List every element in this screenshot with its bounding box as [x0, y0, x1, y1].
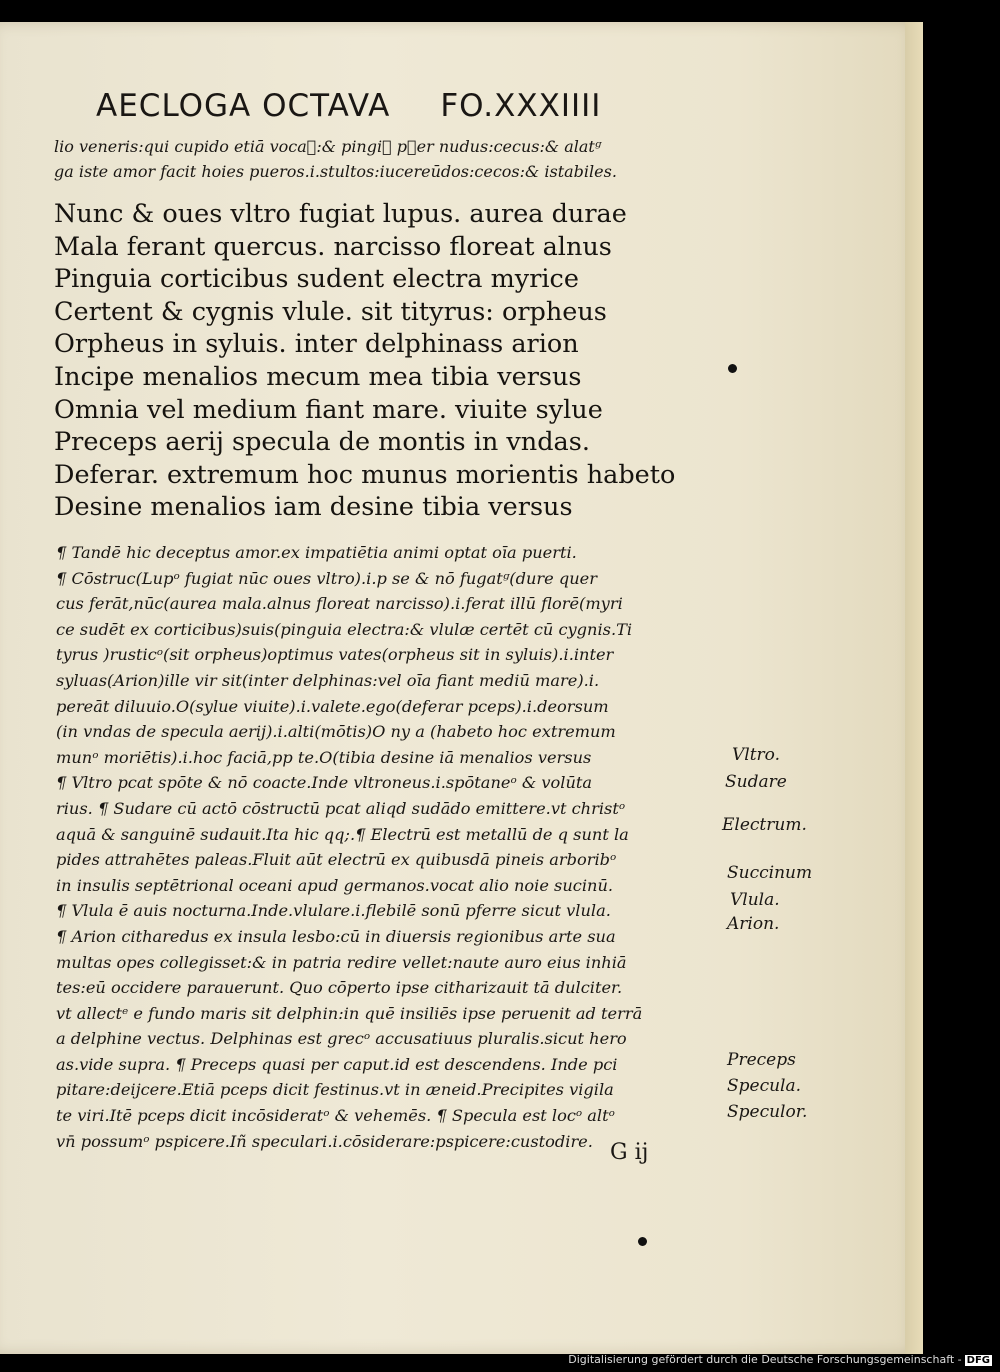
- verse-line: Preceps aerij specula de montis in vndas.: [54, 427, 590, 458]
- top-commentary: [54, 134, 734, 184]
- verse-line: Nunc & oues vltro fugiat lupus. aurea durae: [54, 199, 627, 229]
- verse-line: Certent & cygnis vlule. sit tityrus: orpheus: [54, 296, 607, 327]
- commentary-line: ¶ Vlula ē auis nocturna.Inde.vlulare.i.flebilē sonū pferre sicut vlula.: [56, 901, 611, 921]
- commentary-line: pides attrahētes paleas.Fluit aūt electrū ex quibusdā pineis arboribᵒ: [56, 850, 617, 870]
- verse-line: Orpheus in syluis. inter delphinass arion: [54, 329, 579, 360]
- commentary-line: syluas(Arion)ille vir sit(inter delphinas:vel oīa fiant mediū mare).i.: [56, 670, 600, 690]
- digitization-credit: [568, 1353, 992, 1366]
- marginal-note: Sudare: [725, 772, 787, 792]
- commentary-line: ¶ Vltro pcat spōte & nō coacte.Inde vltroneus.i.spōtaneᵒ & volūta: [56, 773, 593, 793]
- verse-line: Desine menalios iam desine tibia versus: [54, 492, 573, 523]
- verse-line: Incipe menalios mecum mea tibia versus: [54, 361, 582, 392]
- verse-line: Pinguia corticibus sudent electra myrice: [54, 264, 579, 295]
- commentary-line: in insulis septētrional oceani apud germanos.vocat alio noie sucinū.: [56, 875, 614, 895]
- commentary-line: ga iste amor facit hoies pueros.i.stultos:iucereūdos:cecos:& istabiles.: [54, 162, 617, 181]
- marginal-note: Succinum: [727, 863, 813, 883]
- header-title: AECLOGA OCTAVA: [96, 88, 391, 124]
- commentary-line: ¶ Tandē hic deceptus amor.ex impatiētia animi optat oīa puerti.: [56, 543, 577, 562]
- marginal-note: Electrum.: [722, 815, 807, 835]
- credit-text: Digitalisierung gefördert durch die Deutsche Forschungsgemeinschaft -: [568, 1353, 962, 1366]
- commentary-line: pereāt diluuio.O(sylue viuite).i.valete.ego(deferar pceps).i.deorsum: [56, 696, 609, 716]
- commentary-line: tes:eū occidere parauerunt. Quo cōperto ipse citharizauit tā dulciter.: [56, 978, 623, 998]
- commentary-line: tyrus )rusticᵒ(sit orpheus)optimus vates(orpheus sit in syluis).i.inter: [56, 645, 614, 665]
- marginal-note: Arion.: [727, 914, 780, 934]
- dfg-logo: DFG: [966, 1355, 990, 1366]
- commentary-line: lio veneris:qui cupido etiā vocaᷣ:& pingiᷣ pᷣer nudus:cecus:& alatᵍ: [54, 137, 602, 156]
- marginal-note: Preceps: [727, 1050, 796, 1070]
- commentary-line: (in vndas de specula aerij).i.alti(mōtis)O ny a (habeto hoc extremum: [56, 722, 616, 742]
- commentary-line: vn̄ possumᵒ pspicere.Iñ speculari.i.cōsiderare:pspicere:custodire.: [56, 1131, 593, 1151]
- commentary-line: ¶ Cōstruc(Lupᵒ fugiat nūc oues vltro).i.p se & nō fugatᵍ(dure quer: [56, 568, 597, 588]
- commentary-line: ce sudēt ex corticibus)suis(pinguia electra:& vlulæ certēt cū cygnis.Ti: [56, 619, 633, 639]
- commentary-line: cus ferāt,nūc(aurea mala.alnus floreat narcisso).i.ferat illū florē(myri: [56, 594, 623, 614]
- verse-line: Deferar. extremum hoc munus morientis habeto: [54, 459, 676, 490]
- commentary-line: pitare:deijcere.Etiā pceps dicit festinus.vt in æneid.Precipites vigila: [56, 1080, 614, 1100]
- commentary-line: as.vide supra. ¶ Preceps quasi per caput.id est descendens. Inde pci: [56, 1054, 618, 1074]
- commentary-line: te viri.Itē pceps dicit incōsideratᵒ & vehemēs. ¶ Specula est locᵒ altᵒ: [56, 1106, 615, 1126]
- page-edge: [905, 22, 923, 1354]
- commentary-line: a delphine vectus. Delphinas est grecᵒ accusatiuus pluralis.sicut hero: [56, 1029, 627, 1049]
- verse-block: [54, 198, 675, 524]
- commentary-line: vt allectᵉ e fundo maris sit delphin:in quē insiliēs ipse peruenit ad terrā: [56, 1003, 643, 1023]
- ink-dot: [638, 1237, 647, 1246]
- marginal-note: Vlula.: [730, 890, 780, 910]
- commentary-line: ¶ Arion citharedus ex insula lesbo:cū in diuersis regionibus arte sua: [56, 926, 616, 946]
- commentary-line: rius. ¶ Sudare cū actō cōstructū pcat aliqd sudādo emittere.vt christᵒ: [56, 798, 626, 818]
- running-header: [96, 88, 601, 124]
- commentary-line: munᵒ moriētis).i.hoc faciā,pp te.O(tibia desine iā menalios versus: [56, 747, 592, 767]
- verse-line: Omnia vel medium fiant mare. viuite sylue: [54, 394, 603, 425]
- folio-number: FO.XXXIIII: [440, 88, 602, 124]
- verse-line: Mala ferant quercus. narcisso floreat alnus: [54, 231, 612, 262]
- commentary-line: aquā & sanguinē sudauit.Ita hic qq;.¶ Electrū est metallū de q sunt la: [56, 824, 629, 844]
- commentary-block: [56, 540, 726, 1154]
- marginal-note: Speculor.: [727, 1102, 808, 1122]
- commentary-line: multas opes collegisset:& in patria redire vellet:naute auro eius inhiā: [56, 952, 627, 972]
- marginal-note: Specula.: [727, 1076, 802, 1096]
- marginal-note: Vltro.: [732, 745, 781, 765]
- ink-dot: [728, 364, 737, 373]
- signature-mark: G ij: [610, 1140, 649, 1165]
